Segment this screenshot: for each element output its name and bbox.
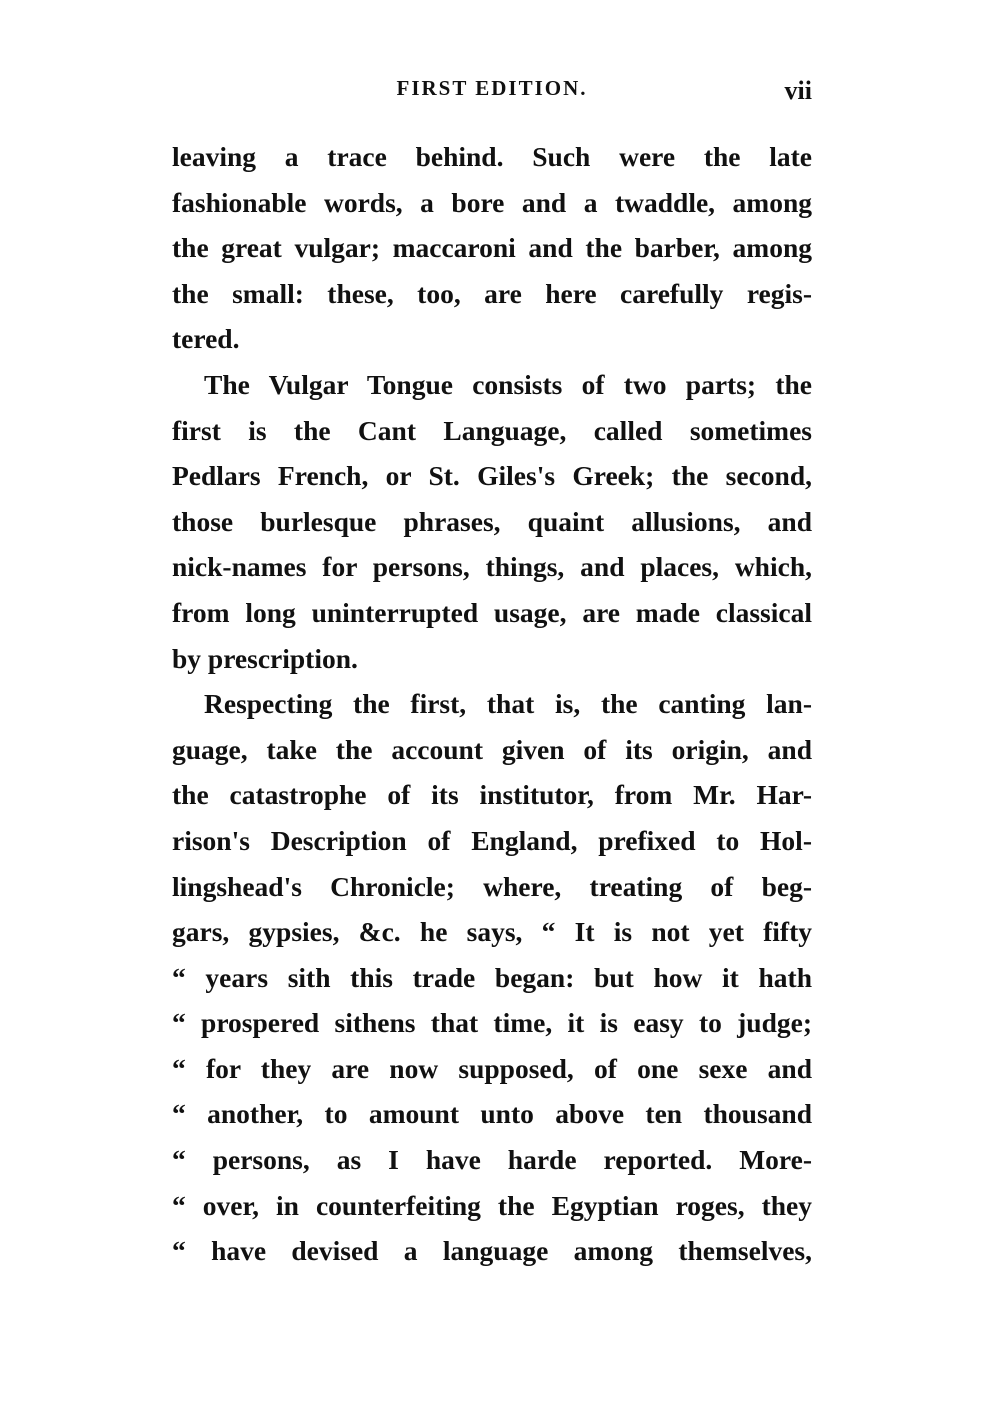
page-number: vii bbox=[784, 76, 812, 105]
paragraph-3 bbox=[172, 681, 812, 1274]
text-line: lingshead's Chronicle; where, treating of beg- bbox=[172, 870, 812, 902]
text-line: “ prospered sithens that time, it is easy to judge; bbox=[172, 1007, 812, 1039]
text-line: the catastrophe of its institutor, from Mr. Har- bbox=[172, 779, 812, 811]
text-line: by prescription. bbox=[172, 642, 358, 674]
running-head bbox=[172, 72, 812, 108]
text-line: “ for they are now supposed, of one sexe and bbox=[172, 1052, 812, 1084]
text-line: leaving a trace behind. Such were the late bbox=[172, 141, 812, 172]
text-line: those burlesque phrases, quaint allusions, and bbox=[172, 505, 812, 537]
paragraph-2 bbox=[172, 362, 812, 681]
paragraph-1 bbox=[172, 134, 812, 362]
text-line: “ years sith this trade began: but how it hath bbox=[172, 961, 812, 993]
text-line: tered. bbox=[172, 323, 240, 355]
text-line: from long uninterrupted usage, are made classical bbox=[172, 596, 812, 628]
text-line: Pedlars French, or St. Giles's Greek; the second, bbox=[172, 460, 812, 492]
text-line: “ over, in counterfeiting the Egyptian roges, they bbox=[172, 1189, 812, 1221]
text-line: “ persons, as I have harde reported. More- bbox=[172, 1144, 812, 1176]
text-line: “ have devised a language among themselves, bbox=[172, 1235, 812, 1267]
text-line: nick-names for persons, things, and places, which, bbox=[172, 551, 812, 583]
text-line: rison's Description of England, prefixed to Hol- bbox=[172, 824, 812, 856]
text-line: “ another, to amount unto above ten thousand bbox=[172, 1098, 812, 1130]
text-line: Respecting the first, that is, the canting lan- bbox=[204, 688, 812, 720]
text-line: the small: these, too, are here carefully regis- bbox=[172, 277, 812, 309]
text-line: The Vulgar Tongue consists of two parts; the bbox=[204, 368, 812, 400]
text-line: guage, take the account given of its origin, and bbox=[172, 733, 812, 765]
text-line: first is the Cant Language, called sometimes bbox=[172, 414, 812, 446]
running-title: FIRST EDITION. bbox=[396, 76, 588, 100]
text-line: fashionable words, a bore and a twaddle, among bbox=[172, 186, 812, 218]
text-line: gars, gypsies, &c. he says, “ It is not yet fifty bbox=[172, 916, 812, 948]
body-text bbox=[172, 134, 812, 1274]
text-line: the great vulgar; maccaroni and the barber, among bbox=[172, 232, 812, 264]
